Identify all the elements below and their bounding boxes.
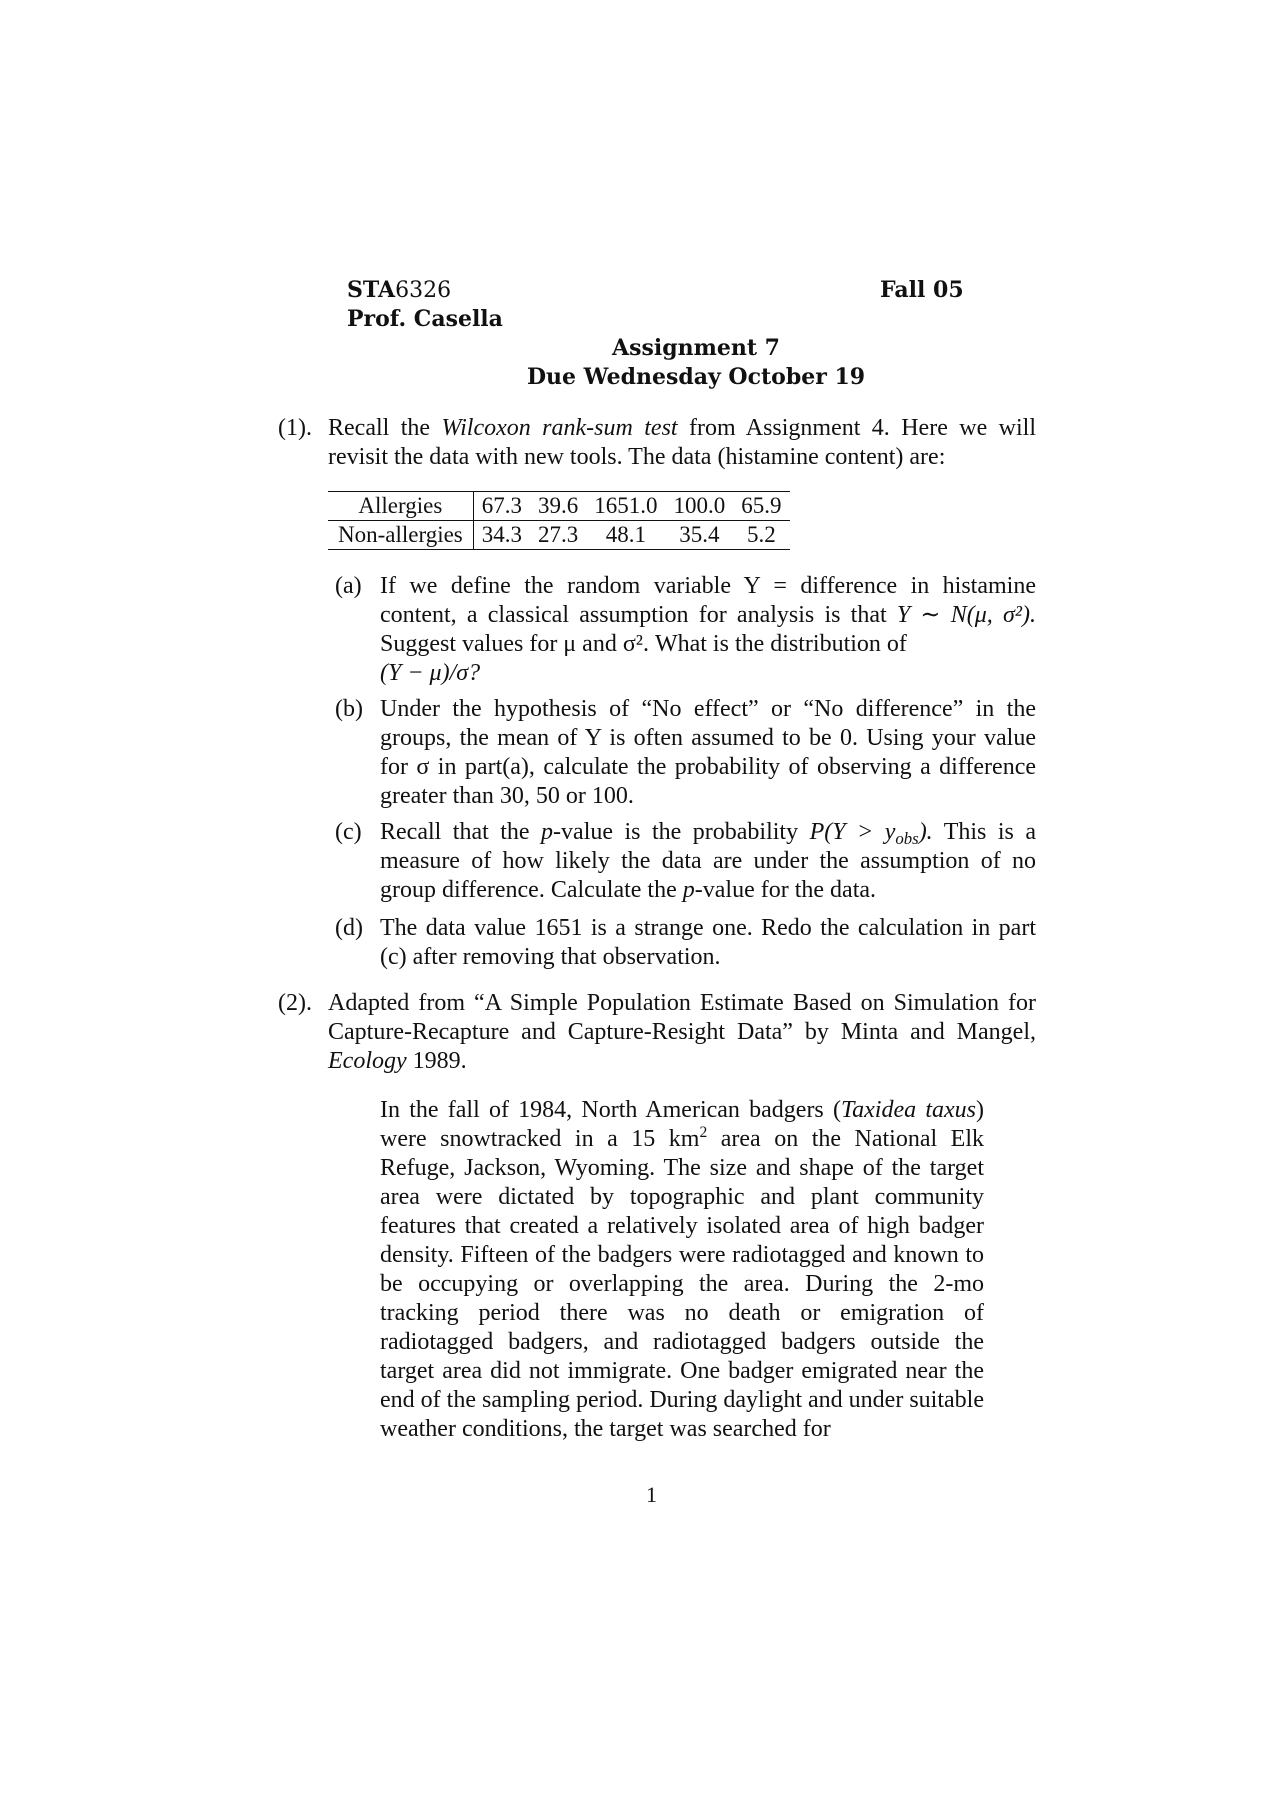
row-label: Non-allergies — [328, 521, 473, 550]
professor-name: Prof. Casella — [347, 306, 503, 332]
course-prefix: STA — [347, 277, 396, 303]
table-cell: 39.6 — [530, 492, 586, 521]
problem-1-number: (1). — [278, 415, 312, 441]
table-cell: 1651.0 — [586, 492, 665, 521]
page-number: 1 — [646, 1482, 657, 1507]
part-b-label: (b) — [335, 696, 363, 722]
due-date: Due Wednesday October 19 — [526, 364, 866, 390]
table-cell: 48.1 — [586, 521, 665, 550]
assignment-title: Assignment 7 — [612, 335, 780, 361]
badger-quote: In the fall of 1984, North American badgers (Taxidea taxus) were snowtracked in a 15 $km^2$ area on the National Elk Refuge, Jackson, Wyoming. The size and shape of the target area were dictated by topographic and plant community features that created a relatively isolated area of high badger density. Fifteen of the badgers were radiotagged and known to be occupying or overlapping the area. During the 2-mo tracking period there was no death or emigration of radiotagged badgers, and radiotagged badgers outside the target area did not immigrate. One badger emigrated near the end of the sampling period. During daylight and under suitable weather conditions, the target was searched for — [380, 1097, 985, 1442]
table-cell: 65.9 — [733, 492, 789, 521]
part-b-text: Under the hypothesis of “No effect” or “No difference” in the groups, the mean of Y is often assumed to be 0. Using your value for σ in part(a), calculate the probability of observing a difference greater than 30, 50 or 100. — [380, 696, 1036, 809]
table-cell: 67.3 — [473, 492, 530, 521]
problem-2-number: (2). — [278, 990, 312, 1016]
part-c-label: (c) — [335, 819, 362, 845]
table-cell: 100.0 — [666, 492, 734, 521]
table-cell: 5.2 — [733, 521, 789, 550]
problem-1-intro: Recall the Wilcoxon rank-sum test from Assignment 4. Here we will revisit the data with new tools. The data (histamine content) are: — [328, 415, 1036, 470]
part-c-text: Recall that the p-value is the probability $P(Y > y_{obs})$. This is a measure of how likely the data are under the assumption of no group difference. Calculate the p-value for the data. — [380, 819, 1037, 903]
row-label: Allergies — [328, 492, 473, 521]
course-code — [347, 277, 451, 303]
histamine-table — [328, 491, 790, 550]
term-label: Fall 05 — [880, 277, 964, 303]
part-a-text: If we define the random variable Y = difference in histamine content, a classical assumption for analysis is that Y ∼ N(μ, σ²). Suggest values for μ and σ². What is the distribution of (Y − μ)/σ? — [380, 573, 1036, 686]
table-cell: 35.4 — [666, 521, 734, 550]
table-row-allergies — [328, 492, 790, 521]
problem-2-intro: Adapted from “A Simple Population Estimate Based on Simulation for Capture-Recapture and Capture-Resight Data” by Minta and Mangel, Ecology 1989. — [328, 990, 1036, 1074]
course-number: 6326 — [395, 278, 452, 303]
part-a-label: (a) — [335, 573, 362, 599]
part-d-label: (d) — [335, 915, 363, 941]
table-cell: 34.3 — [473, 521, 530, 550]
table-row-non-allergies — [328, 521, 790, 550]
table-cell: 27.3 — [530, 521, 586, 550]
part-d-text: The data value 1651 is a strange one. Redo the calculation in part (c) after removing that observation. — [380, 915, 1036, 970]
